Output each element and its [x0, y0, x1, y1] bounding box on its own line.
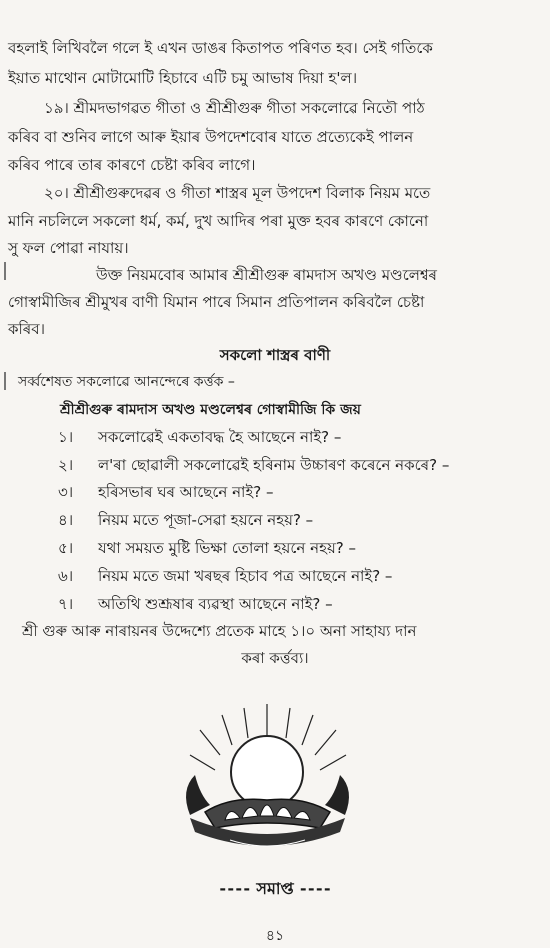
question-text: অতিথি শুশ্ৰূষাৰ ব্যৱস্থা আছেনে নাই? –: [98, 595, 333, 613]
right-ornament: ⁃⁃⁃⁃: [293, 879, 332, 898]
item19-line3: কৰিব পাৰে তাৰ কাৰণে চেষ্টা কৰিব লাগে।: [8, 156, 256, 174]
question-number: ৭।: [58, 595, 74, 613]
question-text: হৰিসভাৰ ঘৰ আছেনে নাই? –: [98, 483, 274, 501]
question-text: ল'ৰা ছোৱালী সকলোৱেই হৰিনাম উচ্চাৰণ কৰেনে নকৰে? –: [98, 456, 450, 474]
question-item: [58, 566, 392, 586]
item20-line3: সু ফল পোৱা নাযায়।: [8, 239, 129, 257]
question-number: ৪।: [58, 511, 74, 529]
end-mark: [0, 876, 550, 903]
section-heading: শ্ৰীশ্ৰীগুৰু ৰামদাস অখণ্ড মণ্ডলেশ্বৰ গোস্বামীজি কি জয়: [60, 402, 361, 418]
question-number: ৫।: [58, 539, 74, 557]
question-number: ৩।: [58, 483, 74, 501]
left-ornament: ⁃⁃⁃⁃: [218, 879, 257, 898]
question-item: [58, 482, 273, 502]
paragraph-top-line1: বহলাই লিখিবলৈ গলে ই এখন ডাঙৰ কিতাপত পৰিণত হব। সেই গতিকে: [8, 39, 433, 57]
item19-line1: ১৯। শ্ৰীমদভাগৱত গীতা ও শ্ৰীশ্ৰীগুৰু গীতা সকলোৱে নিতৌ পাঠ: [44, 99, 425, 117]
sun-lotus-emblem: [170, 700, 365, 860]
closing-line2: গোস্বামীজিৰ শ্ৰীমুখৰ বাণী যিমান পাৰে সিমান প্ৰতিপালন কৰিবলৈ চেষ্টা: [8, 293, 425, 311]
section-title: সকলো শাস্ত্ৰৰ বাণী: [219, 346, 331, 364]
item19-line2: কৰিব বা শুনিব লাগে আৰু ইয়াৰ উপদেশবোৰ যাতে প্ৰত্যেকেই পালন: [8, 128, 414, 146]
question-text: যথা সময়ত মুষ্টি ভিক্ষা তোলা হয়নে নহয়? –: [98, 539, 357, 557]
donation-line2: কৰা কৰ্ত্তব্য।: [241, 649, 309, 667]
question-item: [58, 510, 313, 530]
section-subtitle: সৰ্ব্বশেষত সকলোৱে আনন্দেৰে কৰ্ত্তক –: [18, 374, 235, 390]
question-item: [58, 427, 341, 447]
question-text: নিয়ম মতে জমা খৰছৰ হিচাব পত্ৰ আছেনে নাই? –: [98, 567, 393, 585]
closing-line3: কৰিব।: [8, 320, 45, 338]
paragraph-top-line2: ইয়াত মাথোন মোটামোটি হিচাবে এটি চমু আভাষ দিয়া হ'ল।: [8, 69, 358, 87]
margin-mark: [4, 262, 6, 280]
question-number: ৬।: [58, 567, 74, 585]
end-mark-text: সমাপ্ত: [256, 879, 294, 898]
question-item: [58, 455, 449, 475]
question-number: ২।: [58, 456, 74, 474]
question-number: ১।: [58, 428, 74, 446]
page-number: ৪১: [265, 928, 285, 944]
closing-line1: উক্ত নিয়মবোৰ আমাৰ শ্ৰীশ্ৰীগুৰু ৰামদাস অখণ্ড মণ্ডলেশ্বৰ: [96, 266, 437, 284]
question-text: সকলোৱেই একতাবদ্ধ হৈ আছেনে নাই? –: [98, 428, 342, 446]
question-item: [58, 594, 333, 614]
question-item: [58, 538, 356, 558]
donation-line1: শ্ৰী গুৰু আৰু নাৰায়নৰ উদ্দেশ্যে প্ৰতেক মাহে ১।০ অনা সাহায্য দান: [22, 622, 417, 640]
item20-line1: ২০। শ্ৰীশ্ৰীগুৰুদেৱৰ ও গীতা শাস্ত্ৰৰ মূল উপদেশ বিলাক নিয়ম মতে: [44, 184, 431, 202]
question-text: নিয়ম মতে পূজা-সেৱা হয়নে নহয়? –: [98, 511, 314, 529]
item20-line2: মানি নচলিলে সকলো ধৰ্ম, কৰ্ম, দুখ আদিৰ পৰা মুক্ত হবৰ কাৰণে কোনো: [8, 212, 429, 230]
margin-mark: [4, 372, 6, 390]
